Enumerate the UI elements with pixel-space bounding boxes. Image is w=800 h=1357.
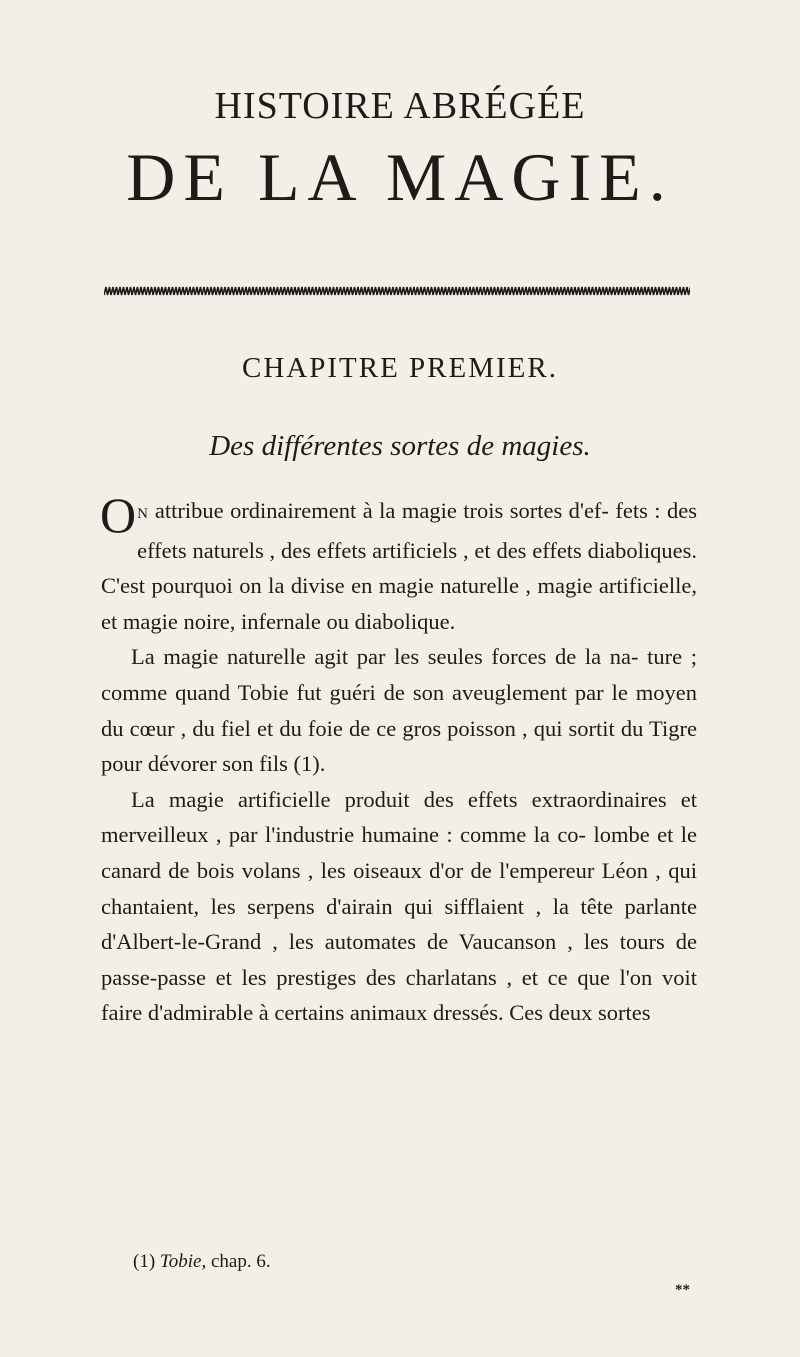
- chapter-subtitle: Des différentes sortes de magies.: [209, 430, 591, 462]
- drop-cap: O: [100, 487, 137, 543]
- ornamental-rule: [104, 285, 690, 297]
- book-title-line2: DE LA MAGIE.: [126, 139, 674, 215]
- paragraph-2: La magie naturelle agit par les seules forces de la na- ture ; comme quand Tobie fut guéri de son aveuglement par le moyen du cœur , du fiel et du foie de ce gros poisson , qui sortit du Tigre pour dévorer son fils (1).: [101, 644, 697, 777]
- chapter-heading: CHAPITRE PREMIER.: [242, 352, 558, 384]
- footnote-ref: chap. 6.: [210, 1251, 271, 1272]
- body-text: [100, 487, 697, 1031]
- footnote-marker: (1): [133, 1251, 156, 1272]
- footnote: [133, 1251, 271, 1273]
- paragraph-3: La magie artificielle produit des effets extraordinaires et merveilleux , par l'industrie humaine : comme la co- lombe et le canard de bois volans , les oiseaux d'or de l'empereur Léon , qui chantaient, les serpens d'airain qui sifflaient , la tête parlante d'Albert-le-Grand , les automates de Vaucanson , les tours de passe-passe et les prestiges des charlatans , et ce que l'on voit faire d'admirable à certains animaux dressés. Ces deux sortes: [101, 786, 697, 1026]
- footnote-source: Tobie,: [159, 1251, 207, 1272]
- paragraph-1-text: attribue ordinairement à la magie trois sortes d'ef- fets : des effets naturels , des effets artificiels , et des effets diaboliques. C'est pourquoi on la divise en magie naturelle , magie artificielle, et magie noire, infernale ou diabolique.: [101, 498, 697, 634]
- signature-mark: **: [675, 1282, 690, 1298]
- book-title-line1: HISTOIRE ABRÉGÉE: [214, 85, 586, 127]
- paragraph-1: [100, 487, 697, 639]
- first-word-rest: N: [137, 506, 149, 522]
